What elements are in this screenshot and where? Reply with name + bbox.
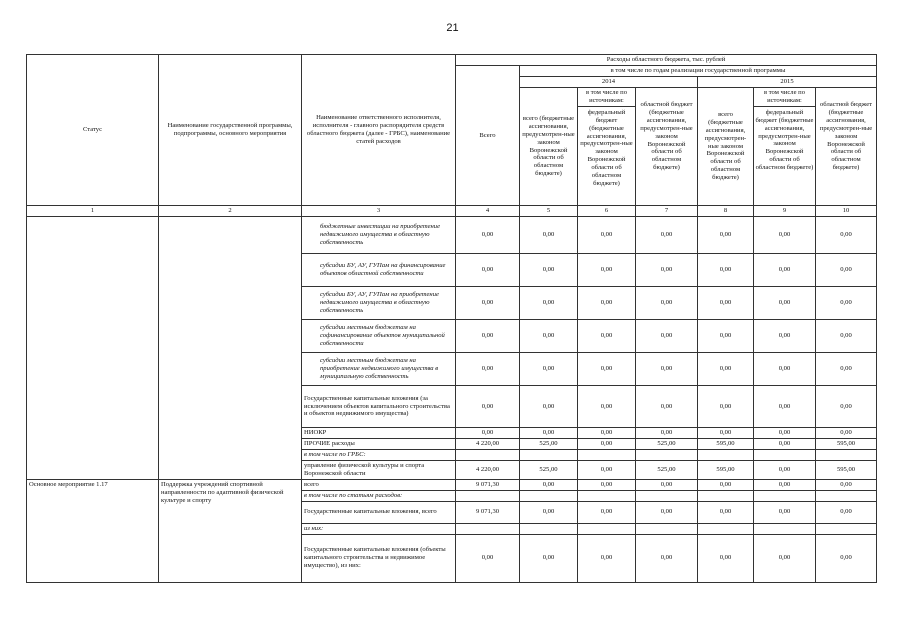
value-cell: 0,00 — [636, 479, 698, 490]
value-cell: 0,00 — [456, 320, 520, 353]
value-cell: 0,00 — [520, 287, 578, 320]
value-cell: 0,00 — [578, 287, 636, 320]
expense-label: субсидии БУ, АУ, ГУПам на финансирование объектов областной собственности — [302, 254, 456, 287]
column-number: 4 — [456, 206, 520, 217]
value-cell: 0,00 — [754, 428, 816, 439]
header-program-name: Наименование государственной программы, подпрограммы, основного мероприятия — [159, 55, 302, 206]
value-cell — [816, 523, 877, 534]
value-cell: 0,00 — [754, 479, 816, 490]
column-number: 3 — [302, 206, 456, 217]
column-number: 1 — [27, 206, 159, 217]
header-expenses-title: Расходы областного бюджета, тыс. рублей — [456, 55, 877, 66]
value-cell: 595,00 — [698, 461, 754, 480]
value-cell: 0,00 — [816, 386, 877, 428]
value-cell — [698, 450, 754, 461]
expense-label: субсидии местным бюджетам на софинансирование объектов муниципальной собственности — [302, 320, 456, 353]
value-cell: 4 220,00 — [456, 461, 520, 480]
value-cell — [754, 450, 816, 461]
value-cell: 0,00 — [520, 320, 578, 353]
value-cell: 0,00 — [698, 501, 754, 523]
value-cell: 0,00 — [578, 501, 636, 523]
value-cell: 0,00 — [456, 428, 520, 439]
expense-label: управление физической культуры и спорта Воронежской области — [302, 461, 456, 480]
value-cell: 0,00 — [456, 287, 520, 320]
header-total-2015: всего (бюджетные ассигнования, предусмотрен-ные законом Воронежской области об областном бюджете) — [698, 88, 754, 206]
value-cell: 0,00 — [698, 353, 754, 386]
value-cell: 0,00 — [520, 428, 578, 439]
value-cell: 0,00 — [754, 461, 816, 480]
value-cell: 0,00 — [698, 254, 754, 287]
value-cell: 0,00 — [816, 217, 877, 254]
table-row — [27, 479, 877, 490]
value-cell: 0,00 — [636, 386, 698, 428]
value-cell — [520, 523, 578, 534]
status-cell-empty — [27, 217, 159, 480]
value-cell: 0,00 — [578, 439, 636, 450]
value-cell — [636, 523, 698, 534]
value-cell: 0,00 — [636, 217, 698, 254]
value-cell: 0,00 — [636, 287, 698, 320]
header-year-2014: 2014 — [520, 77, 698, 88]
value-cell: 0,00 — [636, 353, 698, 386]
expense-label: субсидии местным бюджетам на приобретение недвижимого имущества в муниципальную собственность — [302, 353, 456, 386]
value-cell: 0,00 — [754, 386, 816, 428]
expense-label: бюджетные инвестиции на приобретение недвижимого имущества в областную собственность — [302, 217, 456, 254]
value-cell: 0,00 — [578, 320, 636, 353]
value-cell: 0,00 — [578, 386, 636, 428]
value-cell: 0,00 — [520, 534, 578, 582]
value-cell — [636, 490, 698, 501]
header-by-sources-2014: в том числе по источникам: — [578, 88, 636, 107]
value-cell — [698, 523, 754, 534]
value-cell: 0,00 — [698, 287, 754, 320]
value-cell: 0,00 — [816, 320, 877, 353]
value-cell — [578, 450, 636, 461]
header-fed-2015: федеральный бюджет (бюджетные ассигнования, предусмотрен-ные законом Воронежской области об областном бюджете) — [755, 108, 814, 172]
value-cell: 0,00 — [520, 353, 578, 386]
header-fed-2014: федеральный бюджет (бюджетные ассигнования, предусмотрен-ные законом Воронежской области об областном бюджете) — [580, 108, 633, 187]
value-cell: 0,00 — [754, 287, 816, 320]
value-cell: 0,00 — [636, 428, 698, 439]
value-cell: 0,00 — [816, 287, 877, 320]
value-cell: 4 220,00 — [456, 439, 520, 450]
value-cell: 0,00 — [578, 217, 636, 254]
expense-label: субсидии БУ, АУ, ГУПам на приобретение недвижимого имущества в областную собственность — [302, 287, 456, 320]
value-cell — [456, 523, 520, 534]
value-cell: 525,00 — [520, 461, 578, 480]
value-cell — [520, 490, 578, 501]
expense-label: ПРОЧИЕ расходы — [302, 439, 456, 450]
value-cell: 0,00 — [816, 428, 877, 439]
header-reg-2014: областной бюджет (бюджетные ассигнования, предусмотрен-ные законом Воронежской области об областном бюджете) — [636, 88, 698, 206]
name-cell-empty — [159, 217, 302, 480]
column-number: 6 — [578, 206, 636, 217]
header-sources-2014-cell — [578, 88, 636, 206]
page-number: 21 — [446, 22, 459, 34]
value-cell: 0,00 — [456, 386, 520, 428]
header-reg-2015: областной бюджет (бюджетные ассигнования, предусмотрен-ные законом Воронежской области об областном бюджете) — [816, 88, 877, 206]
header-by-sources-2015: в том числе по источникам: — [754, 88, 815, 107]
column-number: 9 — [754, 206, 816, 217]
expense-label: в том числе по статьям расходов: — [302, 490, 456, 501]
value-cell: 0,00 — [816, 534, 877, 582]
value-cell: 0,00 — [698, 534, 754, 582]
value-cell: 0,00 — [578, 534, 636, 582]
value-cell: 595,00 — [816, 461, 877, 480]
value-cell: 0,00 — [520, 501, 578, 523]
value-cell — [816, 450, 877, 461]
value-cell: 0,00 — [578, 428, 636, 439]
value-cell: 0,00 — [578, 353, 636, 386]
measure-name: Поддержка учреждений спортивной направленности по адаптивной физической культуре и спорту — [159, 479, 302, 582]
value-cell — [520, 450, 578, 461]
value-cell: 0,00 — [520, 386, 578, 428]
value-cell: 0,00 — [636, 254, 698, 287]
column-number: 5 — [520, 206, 578, 217]
value-cell — [698, 490, 754, 501]
column-numbers-row — [27, 206, 877, 217]
value-cell: 525,00 — [636, 439, 698, 450]
value-cell: 0,00 — [456, 534, 520, 582]
value-cell: 0,00 — [816, 479, 877, 490]
header-sources-2015-cell — [754, 88, 816, 206]
header-by-years: в том числе по годам реализации государственной программы — [520, 66, 877, 77]
value-cell: 525,00 — [636, 461, 698, 480]
expense-label: из них: — [302, 523, 456, 534]
column-number: 2 — [159, 206, 302, 217]
header-total: Всего — [456, 66, 520, 206]
budget-table — [26, 54, 877, 583]
column-number: 10 — [816, 206, 877, 217]
header-executor: Наименование ответственного исполнителя, исполнителя - главного распорядителя средств областного бюджета (далее - ГРБС), наименование статей расходов — [302, 55, 456, 206]
value-cell: 0,00 — [456, 217, 520, 254]
value-cell — [636, 450, 698, 461]
value-cell: 0,00 — [578, 461, 636, 480]
header-year-2015: 2015 — [698, 77, 877, 88]
value-cell: 0,00 — [754, 217, 816, 254]
column-number: 8 — [698, 206, 754, 217]
value-cell: 0,00 — [816, 353, 877, 386]
value-cell: 9 071,30 — [456, 479, 520, 490]
value-cell: 0,00 — [636, 501, 698, 523]
value-cell: 0,00 — [636, 534, 698, 582]
expense-label: всего — [302, 479, 456, 490]
value-cell — [816, 490, 877, 501]
value-cell: 0,00 — [520, 479, 578, 490]
value-cell — [456, 450, 520, 461]
value-cell: 0,00 — [754, 501, 816, 523]
expense-label: в том числе по ГРБС: — [302, 450, 456, 461]
value-cell: 0,00 — [456, 254, 520, 287]
value-cell: 0,00 — [754, 254, 816, 287]
measure-status: Основное мероприятие 1.17 — [27, 479, 159, 582]
value-cell: 0,00 — [698, 428, 754, 439]
value-cell — [456, 490, 520, 501]
header-total-2014: всего (бюджетные ассигнования, предусмотрен-ные законом Воронежской области об областном бюджете) — [520, 88, 578, 206]
header-status: Статус — [27, 55, 159, 206]
value-cell — [754, 490, 816, 501]
value-cell: 0,00 — [754, 534, 816, 582]
value-cell: 0,00 — [520, 217, 578, 254]
value-cell — [754, 523, 816, 534]
value-cell: 0,00 — [698, 217, 754, 254]
value-cell: 595,00 — [816, 439, 877, 450]
table-row — [27, 217, 877, 254]
expense-label: НИОКР — [302, 428, 456, 439]
column-number: 7 — [636, 206, 698, 217]
value-cell: 0,00 — [816, 501, 877, 523]
value-cell: 0,00 — [456, 353, 520, 386]
value-cell: 0,00 — [698, 386, 754, 428]
value-cell: 0,00 — [578, 479, 636, 490]
expense-label: Государственные капитальные вложения, всего — [302, 501, 456, 523]
value-cell — [578, 490, 636, 501]
value-cell: 525,00 — [520, 439, 578, 450]
value-cell: 0,00 — [698, 320, 754, 353]
value-cell — [578, 523, 636, 534]
expense-label: Государственные капитальные вложения (объекты капитального строительства и недвижимое имущество), из них: — [302, 534, 456, 582]
value-cell: 0,00 — [816, 254, 877, 287]
value-cell: 0,00 — [754, 353, 816, 386]
value-cell: 0,00 — [698, 479, 754, 490]
expense-label: Государственные капитальные вложения (за исключением объектов капитального строительства и объектов недвижимого имущества) — [302, 386, 456, 428]
value-cell: 9 071,30 — [456, 501, 520, 523]
value-cell: 0,00 — [754, 320, 816, 353]
value-cell: 0,00 — [578, 254, 636, 287]
value-cell: 0,00 — [754, 439, 816, 450]
value-cell: 0,00 — [520, 254, 578, 287]
value-cell: 595,00 — [698, 439, 754, 450]
value-cell: 0,00 — [636, 320, 698, 353]
